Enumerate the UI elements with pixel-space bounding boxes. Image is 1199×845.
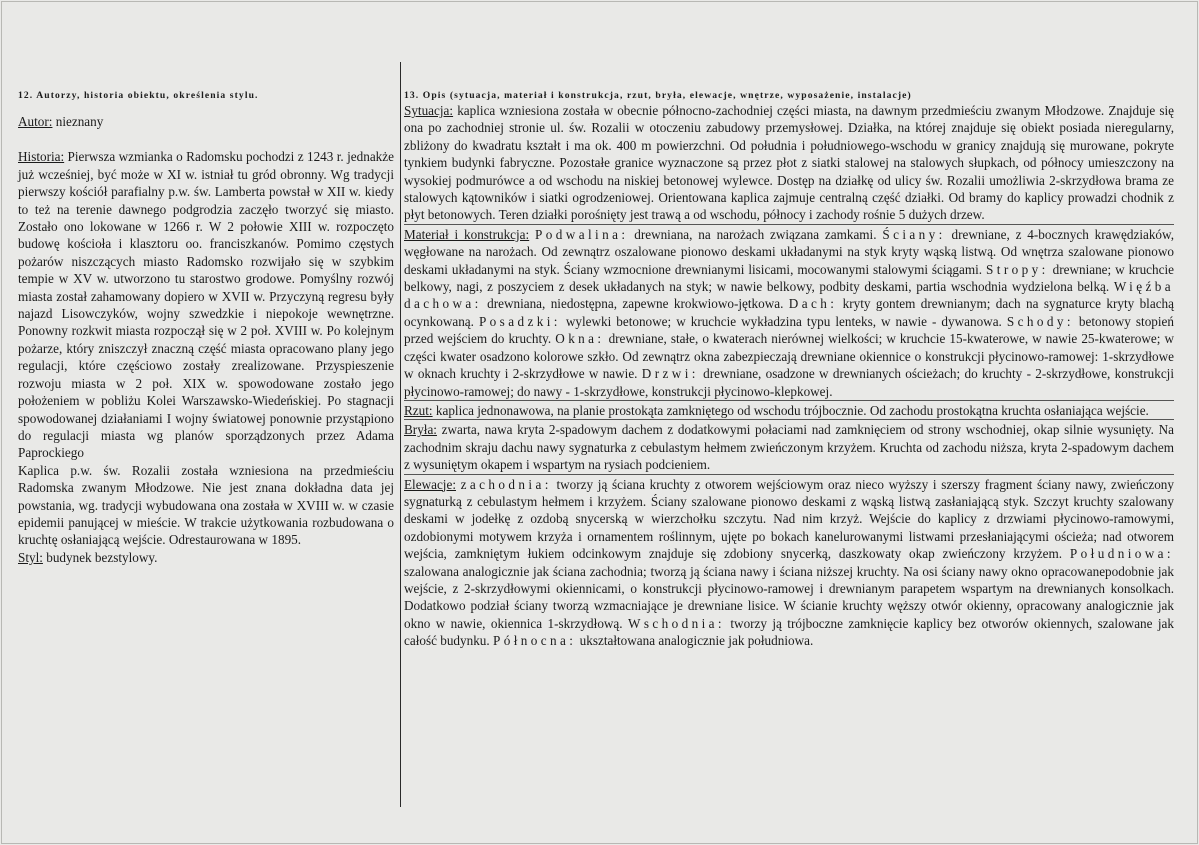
elewacje-paragraph [404,474,1174,650]
elewacja-poludniowa-label: Południowa: [1069,546,1174,562]
column-divider [400,62,401,807]
drzwi-label: Drzwi: [641,366,699,382]
style-line [18,549,394,566]
right-column [404,90,1174,650]
podwalina-text: drewniana, na narożach związana zamkami. [628,226,883,242]
bryla-text: zwarta, nawa kryta 2-spadowym dachem z dodatkowymi połaciami nad zamknięciem od strony wschodniej, okap silnie wysunięty. Na zachodnim skraju dachu nawy sygnaturka z cebulastym hełmem zwieńczonym krzyżem. Kruchta od zachodu niższa, kryta 2-spadowym dachem z wysuniętym okapem i wspartym na rysiach podcieniem. [404,422,1174,473]
style-label: Styl: [18,549,43,565]
stropy-label: Stropy: [986,261,1049,277]
posadzki-label: Posadzki: [478,313,561,329]
elewacja-polnocna-text: ukształtowana analogicznie jak południowa. [576,633,814,649]
left-column [18,90,394,566]
author-line [18,113,394,130]
section-13-header: 13. Opis (sytuacja, materiał i konstrukcja, rzut, bryła, elewacje, wnętrze, wyposażenie, instalacje) [404,90,912,101]
dach-text: kryty gontem drewnianym; dach na sygnaturce kryty blachą ocynkowaną. [404,296,1174,329]
history-text: Pierwsza wzmianka o Radomsku pochodzi z 1243 r. jednakże już wcześniej, być może w XI w. istniał tu gród obronny. Wg tradycji pierwszy kościół parafialny p.w. św. Lamberta powstał w XII w. kiedy to też na terenie dawnego podgrodzia zaczęło tworzyć się miasto. Zostało ono lokowane w 1266 r. W 2 połowie XIII w. rozpoczęto budowę kościoła i klasztoru oo. franciszkanów. Pomimo częstych pożarów niszczących miasto Radomsko rozwijało się w szybkim tempie w XV w. utworzono tu starostwo grodowe. Pomyślny rozwój miasta został zahamowany dopiero w XVII w. Przyczyną regresu były najazd Lisowczyków, wojny szwedzkie i niepokoje wewnętrzne. Ponowny rozkwit miasta rozpoczął się w 2 poł. XVIII w. Po kolejnym pożarze, który zniszczył znaczną część miasta opracowano plany jego regulacji, które częściowo zostały zrealizowane. Przyspieszenie rozwoju miasta w 2 poł. XIX w. spowodowane zostało jego położeniem w pobliżu Kolei Warszawsko-Wiedeńskiej. Po stagnacji spowodowanej działaniami I wojny światowej ponownie przystąpiono do regulacji miasta wg planów sporządzonych przez Adama Paprockiego [18,149,394,461]
wiezba-text: drewniana, niedostępna, zapewne krokwiowo-jętkowa. [481,296,789,312]
history-paragraph [18,148,394,461]
style-value: budynek bezstylowy. [42,549,158,565]
wiezba-label: Więźba dachowa: [404,279,1174,312]
okna-text: drewniane, stałe, o kwaterach nierównej wielkości; w kruchcie 15-kwaterowe, w nawie 25-kwaterowe; w części kwater osadzono kolorowe szkło. Od zewnątrz okna zabezpieczają drewniane okiennice o konstrukcji płycinowo-ramowej: 1-skrzydłowe w oknach kruchty i 2-skrzydłowe w nawie. [404,331,1174,382]
elewacja-zachodnia-text: tworzy ją ściana kruchty z otworem wejściowym oraz nieco wyższy i szerszy fragment ściany nawy, zwieńczony sygnaturką z cebulastym hełmem i krzyżem. Ściany szalowane pionowo deskami z wąską listwą zasłaniającą styk. Szczyt kruchty szalowany deskami w jodełkę z ozdobą snycerską w wierzchołku szczytu. Nad nim krzyż. Wejście do kaplicy z drzwiami płycinowo-ramowymi, ozdobionymi motywem krzyża i ornamentem roślinnym, ujęte po bokach kanelurowanymi listwami przesłaniającymi ościeża; nad otworem wejścia, zamkniętym łukiem odcinkowym znajduje się zdobiony snycerką, daszkowaty okap zwieńczony krzyżem. [404,476,1174,562]
rzut-label: Rzut: [404,402,433,418]
dach-label: Dach: [788,296,838,312]
okna-label: Okna: [555,331,605,347]
schody-text: betonowy stopień przed wejściem do kruchty. [404,313,1174,347]
elewacja-wschodnia-label: Wschodnia: [627,615,725,631]
elewacje-label: Elewacje: [404,476,456,492]
bryla-label: Bryła: [404,422,437,438]
sciany-label: Ściany: [882,226,946,242]
posadzki-text: wylewki betonowe; w kruchcie wykładzina typu lenteks, w nawie - dywanowa. [560,313,1007,329]
elewacja-polnocna-label: Północna: [493,633,577,649]
schody-label: Schody: [1006,313,1074,329]
stropy-text: drewniane; w kruchcie belkowy, nagi, z poszyciem z desek układanych na styk; w nawie belkowy, podbity deskami, partia wschodnia wydzielona belką. [404,261,1174,295]
author-value: nieznany [52,114,104,129]
situation-paragraph [404,102,1174,224]
elewacja-poludniowa-text: szalowana analogicznie jak ściana zachodnia; tworzą ją ściana nawy i ściana niższej kruchty. Na osi ściany nawy okno opracowanepodobnie jak wejście, z 2-skrzydłowymi okiennicami, o konstrukcji płycinowo-ramowej i drewnianym parapetem wspartym na drewnianych konsolkach. Dodatkowo podział ściany tworzą wzmacniające je drewniane lisice. W ścianie kruchty węższy otwór okienny, opracowany analogicznie jak okno w nawie, okiennica 1-skrzydłową. [404,563,1174,631]
material-paragraph [404,224,1174,400]
situation-text: kaplica wzniesiona została w obecnie północno-zachodniej części miasta, na dawnym przedmieściu zwanym Młodzowe. Znajduje się ona po zachodniej stronie ul. św. Rozalii w otoczeniu zabudowy przemysłowej. Działka, na której znajduje się obiekt posiada nieregularny, zbliżony do kwadratu kształt i ma ok. 400 m powierzchni. Od południa i południowego-wschodu w granicy znajdują się murowane, pokryte tynkiem budynki fabryczne. Pozostałe granice wyznaczone są przez płot z siatki stalowej na stalowych słupkach, od północy umieszczony na wysokiej podmurówce a od wschodu na niskiej betonowej wylewce. Dostęp na działkę od ulicy św. Rozalii umożliwia 2-skrzydłowa brama ze stalowych kątowników i siatki ogrodzeniowej. Orientowana kaplica zajmuje centralną część działki. Od bramy do kaplicy prowadzi chodnik z płyt betonowych. Teren działki porośnięty jest trawą a od wschodu, północy i zachody rośnie 5 dużych drzew. [404,103,1174,223]
chapel-paragraph: Kaplica p.w. św. Rozalii została wzniesiona na przedmieściu Radomska zwanym Młodzowe. Nie jest znana dokładna data jej powstania, wg. tradycji wybudowana ona została w XVIII w. w czasie epidemii panującej w mieście. W trakcie użytkowania rozbudowana o kruchtę osłaniającą wejście. Odrestaurowana w 1895. [18,462,394,548]
situation-label: Sytuacja: [404,103,454,118]
spacer [18,130,394,148]
podwalina-label: Podwalina: [535,226,629,242]
rzut-text: kaplica jednonawowa, na planie prostokąta zamkniętego od wschodu trójbocznie. Od zachodu prostokątna kruchta osłaniająca wejście. [432,402,1149,418]
elewacja-wschodnia-text: tworzy ją trójboczne zamknięcie kaplicy bez otworów okiennych, szalowane jak całość budynku. [404,615,1174,649]
bryla-paragraph [404,419,1174,473]
sciany-text: drewniane, z 4-bocznych krawędziaków, węgłowane na narożach. Od zewnątrz oszalowane pionowo deskami układanymi na styk kryty wąską listwą. Od wnętrza szalowane pionowo deskami układanymi na styk. Ściany wzmocnione drewnianymi lisicami, mocowanymi stalowymi ściągami. [404,226,1174,277]
drzwi-text: drewniane, osadzone w drewnianych ościeżach; do kruchty - 2-skrzydłowe, konstrukcji płycinowo-ramowej; do nawy - 1-skrzydłowe, konstrukcji płycinowo-klepkowej. [404,366,1175,399]
material-label: Materiał i konstrukcja: [404,226,530,242]
history-label: Historia: [18,149,65,165]
author-label: Autor: [18,114,53,129]
elewacja-zachodnia-label: zachodnia: [460,476,552,492]
rzut-paragraph [404,400,1174,419]
section-12-header: 12. Autorzy, historia obiektu, określenia stylu. [18,90,259,101]
